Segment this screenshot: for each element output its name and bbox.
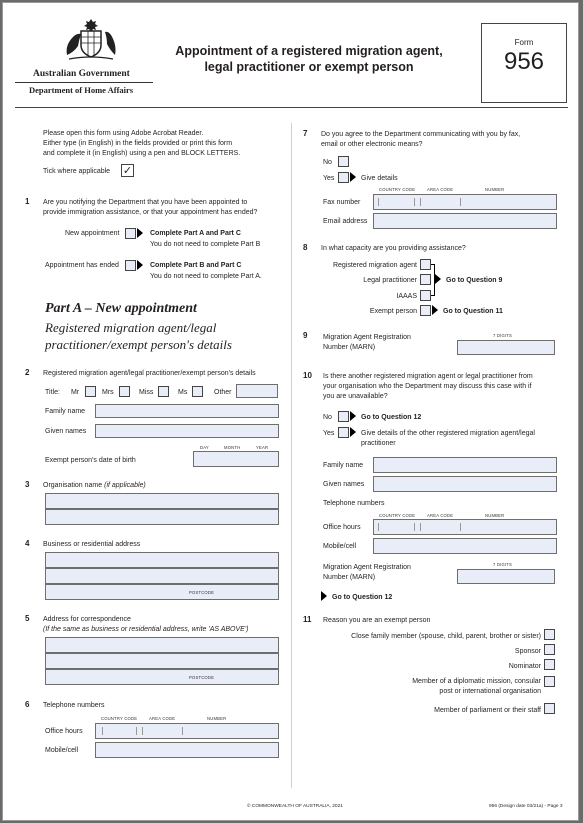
office-hours-label: Office hours xyxy=(45,728,83,735)
mobile-label: Mobile/cell xyxy=(45,747,79,754)
government-name: Australian Government xyxy=(33,69,130,79)
title-other-field[interactable] xyxy=(236,384,278,398)
business-address-line-2[interactable] xyxy=(45,568,279,584)
q10-tel-label: Telephone numbers xyxy=(323,500,385,507)
q7-number: 7 xyxy=(303,129,308,138)
correspondence-address-line-2[interactable] xyxy=(45,653,279,669)
q6-number: 6 xyxy=(25,700,30,709)
q5-hint: (If the same as business or residential address, write 'AS ABOVE') xyxy=(43,626,249,633)
q1-opt1-action: Complete Part A and Part C xyxy=(150,230,241,237)
q10-given-names-field[interactable] xyxy=(373,476,557,492)
marn-field[interactable] xyxy=(457,340,555,355)
country-code-label: COUNTRY CODE xyxy=(379,187,416,192)
dob-year-label: YEAR xyxy=(256,445,269,450)
form-number-box xyxy=(481,23,567,103)
q1-text-1: Are you notifying the Department that you have been appointed to xyxy=(43,199,248,206)
postcode-label: POSTCODE xyxy=(189,675,215,680)
department-name: Department of Home Affairs xyxy=(29,85,134,95)
q9-text-1: Migration Agent Registration xyxy=(323,334,411,341)
q8-text: In what capacity are you providing assistance? xyxy=(321,245,466,252)
country-code-label: COUNTRY CODE xyxy=(379,513,416,518)
q10-yes-detail-1: Give details of the other registered migration agent/legal xyxy=(361,430,535,437)
title-ms-label: Ms xyxy=(178,389,188,396)
area-code-label: AREA CODE xyxy=(427,513,454,518)
correspondence-address-line-3[interactable] xyxy=(45,669,279,685)
q4-text: Business or residential address xyxy=(43,541,141,548)
field-separator xyxy=(460,523,461,531)
q10-text-3: you are unavailable? xyxy=(323,393,388,400)
q8-opt1-label: Registered migration agent xyxy=(332,262,417,269)
q2-number: 2 xyxy=(25,368,30,377)
title-miss-label: Miss xyxy=(139,389,154,396)
q11-opt1-label: Close family member (spouse, child, parent, brother or sister) xyxy=(351,633,541,640)
given-names-field[interactable] xyxy=(95,424,279,438)
family-name-field[interactable] xyxy=(95,404,279,418)
q7-give-details: Give details xyxy=(361,175,398,182)
title-mrs-checkbox[interactable] xyxy=(119,386,130,397)
coat-of-arms-logo xyxy=(61,15,121,63)
q10-family-name-label: Family name xyxy=(323,462,364,469)
field-separator xyxy=(378,523,379,531)
q9-number: 9 xyxy=(303,331,308,340)
q1-opt2-label: Appointment has ended xyxy=(45,262,119,269)
field-separator xyxy=(414,523,415,531)
page-footer: 956 (Design date 03/21a) - Page 3 xyxy=(489,804,563,809)
business-address-line-1[interactable] xyxy=(45,552,279,568)
part-a-heading: Part A – New appointment xyxy=(45,301,197,316)
arrow-icon xyxy=(435,274,441,284)
arrow-icon xyxy=(350,172,356,182)
field-separator xyxy=(414,198,415,206)
q7-no-label: No xyxy=(323,159,332,166)
fax-number-field[interactable] xyxy=(373,194,557,210)
area-code-label: AREA CODE xyxy=(149,716,176,721)
sponsor-checkbox[interactable] xyxy=(544,644,555,655)
q1-opt1-label: New appointment xyxy=(65,230,120,237)
q10-yes-label: Yes xyxy=(323,430,335,437)
header-divider xyxy=(15,107,568,108)
number-label: NUMBER xyxy=(207,716,227,721)
q3-text xyxy=(43,481,146,490)
arrow-icon xyxy=(350,411,356,421)
q11-opt3-label: Nominator xyxy=(508,663,541,670)
field-separator xyxy=(182,727,183,735)
number-label: NUMBER xyxy=(485,513,505,518)
title-mr-checkbox[interactable] xyxy=(85,386,96,397)
q7-yes-label: Yes xyxy=(323,175,335,182)
arrow-icon xyxy=(137,260,143,270)
q5-text: Address for correspondence xyxy=(43,616,131,623)
country-code-label: COUNTRY CODE xyxy=(101,716,138,721)
q8-goto11: Go to Question 11 xyxy=(443,308,503,315)
business-address-line-3[interactable] xyxy=(45,584,279,600)
q6-text: Telephone numbers xyxy=(43,702,105,709)
registered-agent-checkbox[interactable] xyxy=(420,259,431,270)
q8-number: 8 xyxy=(303,243,308,252)
form-number: 956 xyxy=(503,48,545,75)
arrow-icon xyxy=(137,228,143,238)
copyright: © COMMONWEALTH OF AUSTRALIA, 2021 xyxy=(247,804,343,809)
iaaas-checkbox[interactable] xyxy=(420,290,431,301)
q10-office-hours-field[interactable] xyxy=(373,519,557,535)
mobile-phone-field[interactable] xyxy=(95,742,279,758)
q10-marn-field[interactable] xyxy=(457,569,555,584)
diplomatic-mission-checkbox[interactable] xyxy=(544,676,555,687)
appointment-ended-checkbox[interactable] xyxy=(125,260,136,271)
arrow-icon xyxy=(350,427,356,437)
q11-opt2-label: Sponsor xyxy=(514,648,541,655)
q10-office-hours-label: Office hours xyxy=(323,524,361,531)
q8-opt3-label: IAAAS xyxy=(396,293,417,300)
postcode-label: POSTCODE xyxy=(189,590,215,595)
q10-goto12: Go to Question 12 xyxy=(361,414,422,421)
q10-mobile-label: Mobile/cell xyxy=(323,543,357,550)
q10-text-1: Is there another registered migration agent or legal practitioner from xyxy=(323,373,533,380)
intro-line-1: Please open this form using Adobe Acrobat Reader. xyxy=(43,130,204,137)
q10-goto12b: Go to Question 12 xyxy=(332,594,393,601)
q10-mobile-field[interactable] xyxy=(373,538,557,554)
number-label: NUMBER xyxy=(485,187,505,192)
arrow-icon xyxy=(432,305,438,315)
q7-text-2: email or other electronic means? xyxy=(321,141,423,148)
organisation-name-line-1[interactable] xyxy=(45,493,279,509)
q10-given-names-label: Given names xyxy=(323,481,365,488)
title-line-1: Appointment of a registered migration agent, xyxy=(175,44,443,58)
q4-number: 4 xyxy=(25,539,30,548)
dob-field[interactable] xyxy=(193,451,279,467)
q10-marn-2: Number (MARN) xyxy=(323,574,376,581)
area-code-label: AREA CODE xyxy=(427,187,454,192)
family-name-label: Family name xyxy=(45,408,86,415)
q8-goto9: Go to Question 9 xyxy=(446,277,503,284)
q10-family-name-field[interactable] xyxy=(373,457,557,473)
title-label: Title: xyxy=(45,389,60,396)
q10-yes-detail-2: practitioner xyxy=(361,440,396,447)
q9-text-2: Number (MARN) xyxy=(323,344,376,351)
given-names-label: Given names xyxy=(45,428,87,435)
correspondence-address-line-1[interactable] xyxy=(45,637,279,653)
digits-label: 7 DIGITS xyxy=(493,333,513,338)
title-miss-checkbox[interactable] xyxy=(158,386,169,397)
digits-label: 7 DIGITS xyxy=(493,562,513,567)
nominator-checkbox[interactable] xyxy=(544,659,555,670)
legal-practitioner-checkbox[interactable] xyxy=(420,274,431,285)
field-separator xyxy=(378,198,379,206)
q1-number: 1 xyxy=(25,197,30,206)
title-line-2: legal practitioner or exempt person xyxy=(204,60,414,74)
field-separator xyxy=(460,198,461,206)
title-ms-checkbox[interactable] xyxy=(192,386,203,397)
office-hours-phone-field[interactable] xyxy=(95,723,279,739)
field-separator xyxy=(142,727,143,735)
intro-line-3: and complete it (in English) using a pen and BLOCK LETTERS. xyxy=(43,150,241,157)
dob-label: Exempt person's date of birth xyxy=(45,457,136,464)
q8-opt4-label: Exempt person xyxy=(369,308,417,315)
q7-yes-checkbox[interactable] xyxy=(338,172,349,183)
form-page xyxy=(2,2,579,821)
q11-opt4-label-1: Member of a diplomatic mission, consular xyxy=(412,678,541,685)
q10-no-checkbox[interactable] xyxy=(338,411,349,422)
field-separator xyxy=(136,727,137,735)
dob-day-label: DAY xyxy=(200,445,209,450)
q5-number: 5 xyxy=(25,614,30,623)
title-mrs-label: Mrs xyxy=(102,389,114,396)
q7-no-checkbox[interactable] xyxy=(338,156,349,167)
q3-hint: (if applicable) xyxy=(104,482,146,489)
q10-number: 10 xyxy=(303,371,312,380)
parliament-checkbox[interactable] xyxy=(544,703,555,714)
close-family-checkbox[interactable] xyxy=(544,629,555,640)
title-other-label: Other xyxy=(214,389,232,396)
form-title xyxy=(163,43,455,75)
q1-opt2-action: Complete Part B and Part C xyxy=(150,262,242,269)
intro-line-2: Either type (in English) in the fields provided or print this form xyxy=(43,140,233,147)
new-appointment-checkbox[interactable] xyxy=(125,228,136,239)
q11-number: 11 xyxy=(303,615,312,624)
q8-opt2-label: Legal practitioner xyxy=(363,277,417,284)
logo-divider xyxy=(15,82,153,83)
q3-number: 3 xyxy=(25,480,30,489)
part-a-sub-2: practitioner/exempt person's details xyxy=(45,337,232,352)
column-divider xyxy=(291,123,292,788)
fax-label: Fax number xyxy=(323,199,361,206)
q1-text-2: provide immigration assistance, or that your appointment has ended? xyxy=(43,209,258,216)
q10-no-label: No xyxy=(323,414,332,421)
q1-opt1-note: You do not need to complete Part B xyxy=(150,241,261,248)
arrow-icon xyxy=(321,591,327,601)
q3-label: Organisation name xyxy=(43,482,103,489)
email-field[interactable] xyxy=(373,213,557,229)
q11-opt4-label-2: post or international organisation xyxy=(439,688,541,695)
field-separator xyxy=(420,198,421,206)
form-label: Form xyxy=(514,38,534,47)
title-mr-label: Mr xyxy=(71,389,80,396)
dob-month-label: MONTH xyxy=(224,445,241,450)
email-label: Email address xyxy=(323,218,368,225)
q7-text-1: Do you agree to the Department communicating with you by fax, xyxy=(321,131,521,138)
q10-yes-checkbox[interactable] xyxy=(338,427,349,438)
q1-opt2-note: You do not need to complete Part A. xyxy=(150,273,262,280)
q10-text-2: your organisation who the Department may discuss this case with if xyxy=(323,383,532,390)
field-separator xyxy=(420,523,421,531)
organisation-name-line-2[interactable] xyxy=(45,509,279,525)
exempt-person-checkbox[interactable] xyxy=(420,305,431,316)
q11-text: Reason you are an exempt person xyxy=(323,617,431,624)
q11-opt5-label: Member of parliament or their staff xyxy=(434,707,541,714)
field-separator xyxy=(102,727,103,735)
q2-text: Registered migration agent/legal practitioner/exempt person's details xyxy=(43,370,256,377)
part-a-sub-1: Registered migration agent/legal xyxy=(45,320,217,335)
tick-example: ✓ xyxy=(122,165,133,177)
tick-label: Tick where applicable xyxy=(43,168,111,175)
q10-marn-1: Migration Agent Registration xyxy=(323,564,411,571)
